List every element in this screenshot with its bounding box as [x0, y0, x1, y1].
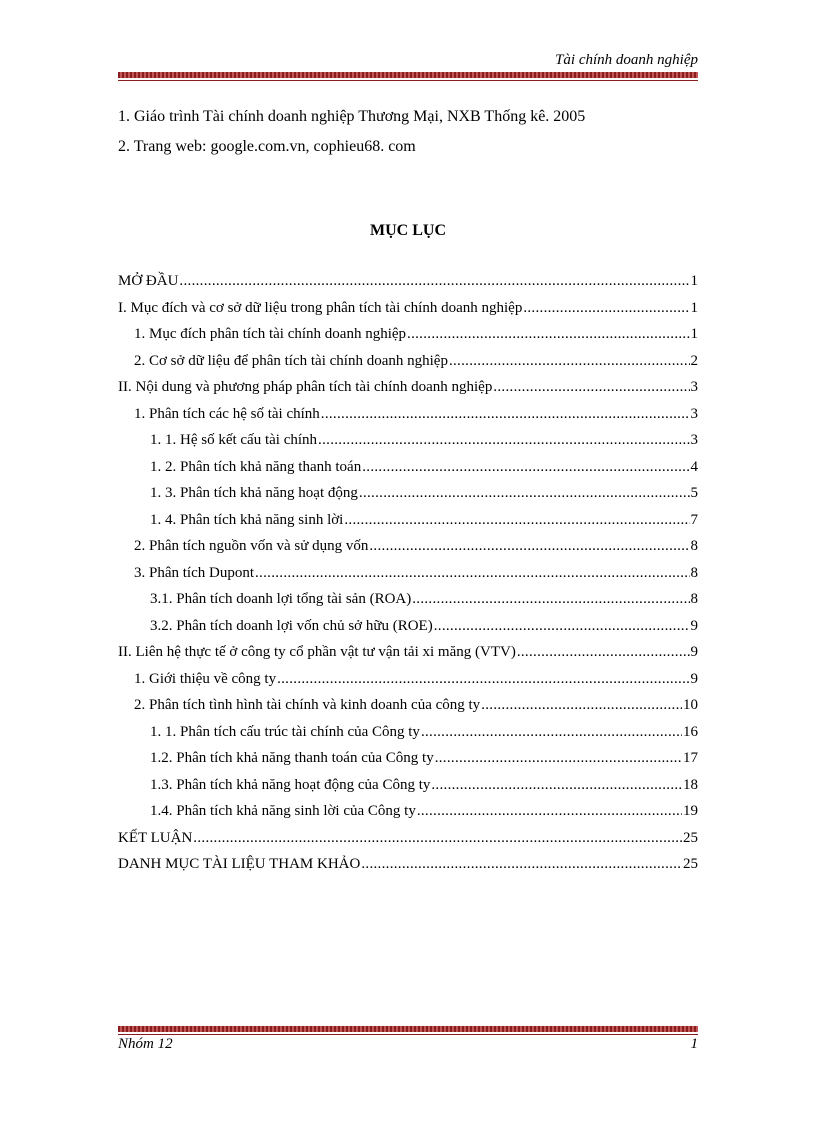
- toc-dot-leader: [435, 745, 682, 772]
- toc-entry[interactable]: [118, 772, 698, 799]
- toc-dot-leader: [431, 772, 682, 799]
- toc-dot-leader: [362, 454, 689, 481]
- toc-entry-text: 1.2. Phân tích khả năng thanh toán của Công ty: [150, 750, 434, 766]
- toc-entry-page: 2: [690, 352, 698, 369]
- toc-entry-page: 16: [683, 723, 698, 740]
- toc-dot-leader: [493, 374, 689, 401]
- toc-dot-leader: [179, 268, 689, 295]
- footer-rule: [118, 1026, 698, 1032]
- toc-entry-page: 9: [690, 617, 698, 634]
- toc-entry-text: MỞ ĐẦU: [118, 273, 179, 289]
- toc-entry[interactable]: [118, 348, 698, 375]
- toc-entry-text: 1.3. Phân tích khả năng hoạt động của Công ty: [150, 776, 431, 793]
- toc-entry-page: 19: [683, 803, 698, 819]
- toc-dot-leader: [344, 507, 689, 534]
- toc-entry-text: 1.4. Phân tích khả năng sinh lời của Công ty: [150, 803, 416, 819]
- toc-entry-text: 1. 3. Phân tích khả năng hoạt động: [150, 485, 358, 501]
- footer-group: Nhóm 12: [118, 1036, 173, 1052]
- toc-dot-leader: [434, 613, 690, 640]
- toc-entry[interactable]: [118, 321, 698, 348]
- toc-entry-text: 1. 1. Hệ số kết cấu tài chính: [150, 432, 318, 448]
- toc-entry[interactable]: [118, 692, 698, 719]
- toc-entry-text: 1. Phân tích các hệ số tài chính: [134, 405, 320, 422]
- toc-entry-page: 3: [690, 432, 698, 448]
- toc-dot-leader: [421, 719, 682, 746]
- toc-dot-leader: [449, 348, 690, 375]
- toc-entry-text: 2. Phân tích tình hình tài chính và kinh doanh của công ty: [134, 697, 481, 713]
- toc-entry[interactable]: [118, 480, 698, 507]
- table-of-contents: [118, 268, 698, 878]
- toc-entry-page: 25: [683, 856, 698, 872]
- toc-dot-leader: [407, 321, 689, 348]
- toc-entry-page: 18: [683, 776, 698, 793]
- toc-dot-leader: [517, 639, 690, 666]
- toc-entry[interactable]: [118, 586, 698, 613]
- toc-entry-page: 1: [690, 326, 698, 342]
- toc-entry-text: DANH MỤC TÀI LIỆU THAM KHẢO: [118, 856, 361, 872]
- toc-entry-page: 8: [690, 591, 698, 607]
- toc-entry-text: 2. Phân tích nguồn vốn và sử dụng vốn: [134, 538, 369, 554]
- toc-entry-page: 25: [683, 829, 698, 846]
- toc-entry-text: 3.2. Phân tích doanh lợi vốn chủ sở hữu (ROE): [150, 617, 433, 634]
- reference-item: 2. Trang web: google.com.vn, cophieu68. com: [118, 138, 416, 155]
- toc-dot-leader: [417, 798, 682, 825]
- toc-dot-leader: [481, 692, 682, 719]
- toc-entry-page: 7: [690, 511, 698, 528]
- toc-entry[interactable]: [118, 745, 698, 772]
- toc-entry-text: 3. Phân tích Dupont: [134, 564, 254, 581]
- toc-entry-page: 10: [683, 697, 698, 713]
- toc-dot-leader: [361, 851, 682, 878]
- toc-entry-page: 1: [690, 273, 698, 289]
- toc-entry-page: 5: [690, 485, 698, 501]
- reference-item: 1. Giáo trình Tài chính doanh nghiệp Thương Mại, NXB Thống kê. 2005: [118, 108, 586, 125]
- toc-dot-leader: [359, 480, 690, 507]
- footer-page-number: 1: [690, 1036, 698, 1052]
- toc-title: MỤC LỤC: [370, 222, 446, 239]
- toc-entry-text: 1. Mục đích phân tích tài chính doanh nghiệp: [134, 326, 407, 342]
- toc-dot-leader: [255, 560, 690, 587]
- header-title: Tài chính doanh nghiệp: [555, 52, 698, 68]
- toc-dot-leader: [193, 825, 682, 852]
- toc-entry[interactable]: [118, 427, 698, 454]
- toc-entry-page: 17: [683, 750, 698, 766]
- toc-entry-page: 3: [690, 405, 698, 422]
- toc-entry-page: 9: [690, 670, 698, 687]
- toc-entry-page: 8: [690, 538, 698, 554]
- toc-entry-page: 9: [690, 644, 698, 660]
- toc-dot-leader: [412, 586, 689, 613]
- toc-entry-page: 3: [690, 379, 698, 395]
- toc-entry[interactable]: [118, 533, 698, 560]
- toc-entry-page: 4: [690, 458, 698, 475]
- toc-entry-text: KẾT LUẬN: [118, 829, 193, 846]
- toc-entry-text: 2. Cơ sở dữ liệu để phân tích tài chính doanh nghiệp: [134, 352, 448, 369]
- toc-entry[interactable]: [118, 268, 698, 295]
- toc-entry[interactable]: [118, 666, 698, 693]
- toc-entry-text: II. Nội dung và phương pháp phân tích tài chính doanh nghiệp: [118, 379, 493, 395]
- toc-entry-text: II. Liên hệ thực tế ở công ty cổ phần vật tư vận tải xi măng (VTV): [118, 644, 516, 660]
- toc-entry[interactable]: [118, 639, 698, 666]
- toc-entry[interactable]: [118, 719, 698, 746]
- toc-dot-leader: [321, 401, 690, 428]
- toc-dot-leader: [277, 666, 689, 693]
- toc-entry-text: 1. 1. Phân tích cấu trúc tài chính của Công ty: [150, 723, 420, 740]
- toc-entry[interactable]: [118, 374, 698, 401]
- toc-entry-text: 1. 2. Phân tích khả năng thanh toán: [150, 458, 362, 475]
- toc-entry-page: 1: [690, 299, 698, 316]
- toc-entry-page: 8: [690, 564, 698, 581]
- toc-entry[interactable]: [118, 825, 698, 852]
- toc-dot-leader: [369, 533, 689, 560]
- toc-entry-text: 1. 4. Phân tích khả năng sinh lời: [150, 511, 344, 528]
- toc-entry-text: 1. Giới thiệu về công ty: [134, 670, 277, 687]
- references: [118, 103, 585, 163]
- toc-entry[interactable]: [118, 851, 698, 878]
- toc-entry[interactable]: [118, 507, 698, 534]
- toc-entry[interactable]: [118, 454, 698, 481]
- toc-dot-leader: [523, 295, 689, 322]
- toc-entry-text: I. Mục đích và cơ sở dữ liệu trong phân tích tài chính doanh nghiệp: [118, 299, 523, 316]
- toc-entry[interactable]: [118, 295, 698, 322]
- toc-entry[interactable]: [118, 613, 698, 640]
- toc-dot-leader: [318, 427, 689, 454]
- toc-entry[interactable]: [118, 798, 698, 825]
- toc-entry-text: 3.1. Phân tích doanh lợi tổng tài sản (ROA): [150, 591, 412, 607]
- header-rule: [118, 72, 698, 78]
- toc-entry[interactable]: [118, 401, 698, 428]
- toc-entry[interactable]: [118, 560, 698, 587]
